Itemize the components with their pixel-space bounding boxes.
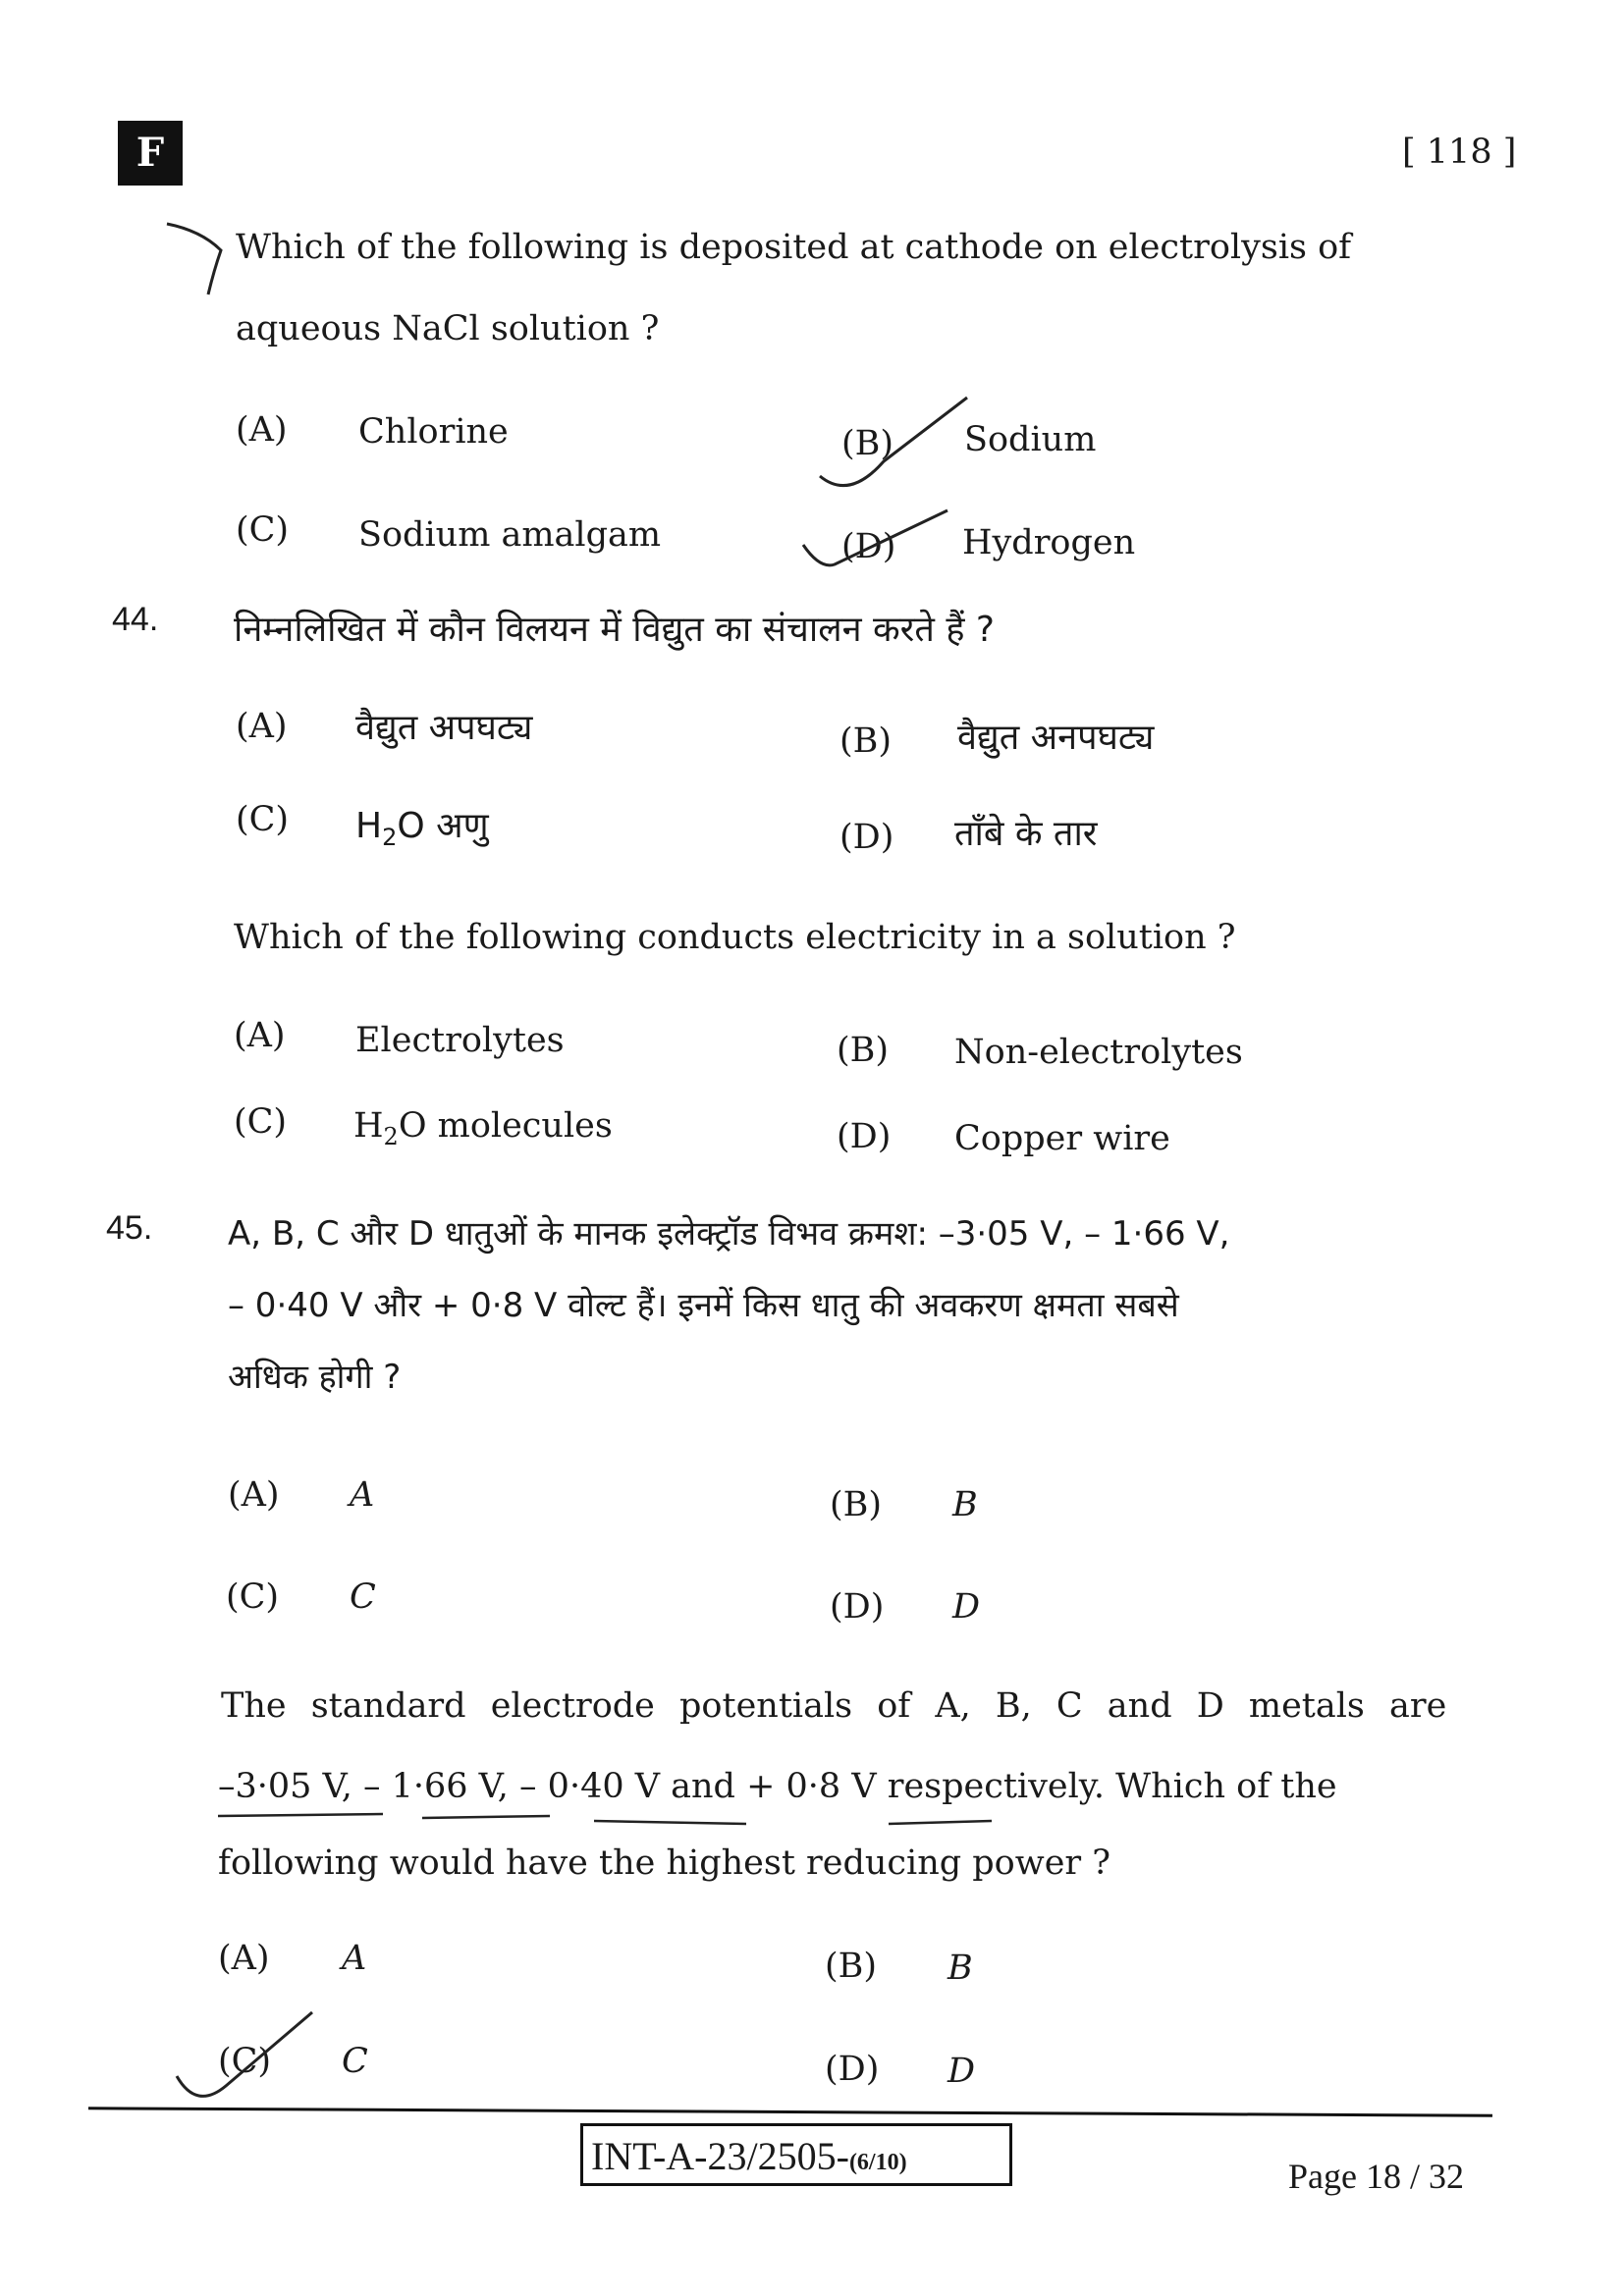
option-text: Sodium amalgam: [358, 515, 662, 555]
option-text: A: [342, 1939, 367, 1978]
option-text: [355, 800, 489, 851]
underline-values: [218, 1814, 992, 1824]
q43-text-line1: Which of the following is deposited at cathode on electrolysis of: [236, 228, 1352, 267]
q45-english-line3: following would have the highest reducing power ?: [218, 1843, 1111, 1883]
option-key: (C): [218, 2042, 272, 2081]
option-key: (B): [825, 1947, 878, 1986]
option-text: Electrolytes: [355, 1021, 565, 1060]
q44-hindi: निम्नलिखित में कौन विलयन में विद्युत का संचालन करते हैं ?: [234, 610, 996, 650]
option-key: (D): [837, 1117, 892, 1156]
option-text: D: [947, 2052, 976, 2091]
option-key: (D): [825, 2050, 880, 2089]
page-code: [ 118 ]: [1402, 133, 1517, 172]
subscript: 2: [382, 824, 398, 851]
option-text: वैद्युत अनपघट्य: [957, 718, 1155, 758]
option-key: (D): [839, 818, 894, 857]
option-text: Hydrogen: [962, 523, 1136, 562]
option-text: D: [952, 1587, 981, 1627]
option-rest: O अणु: [397, 806, 489, 846]
h-symbol: H: [355, 806, 383, 846]
option-key: (A): [218, 1939, 270, 1978]
q43-line2: aqueous NaCl solution ?: [236, 309, 660, 348]
option-key: (C): [236, 800, 290, 839]
subscript: 2: [383, 1123, 399, 1150]
option-key: (A): [228, 1475, 280, 1515]
option-key: (B): [837, 1031, 890, 1070]
question-number: 45.: [106, 1209, 153, 1247]
set-label: F: [118, 121, 183, 186]
option-rest: O molecules: [398, 1106, 613, 1146]
paper-code: [580, 2123, 1012, 2186]
q44-english: Which of the following conducts electricity in a solution ?: [234, 918, 1236, 957]
option-key: (C): [226, 1577, 280, 1617]
h-symbol: H: [353, 1106, 384, 1146]
option-key: (B): [830, 1485, 883, 1524]
option-text: Non-electrolytes: [954, 1033, 1243, 1072]
q45-english-line1: The standard electrode potentials of A, B, C and D metals are: [221, 1686, 1447, 1726]
q45-english-line2: –3·05 V, – 1·66 V, – 0·40 V and + 0·8 V respectively. Which of the: [218, 1767, 1337, 1806]
option-text: A: [350, 1475, 375, 1515]
option-text: ताँबे के तार: [954, 814, 1098, 854]
option-text: C: [342, 2042, 368, 2081]
q43-line1: [236, 228, 1517, 267]
option-key: (B): [841, 424, 894, 463]
paper-code-text: INT-A-23/2505-: [591, 2134, 849, 2178]
option-key: (C): [234, 1102, 288, 1142]
option-text: Sodium: [964, 420, 1097, 459]
option-key: (C): [236, 510, 290, 550]
option-text: वैद्युत अपघट्य: [355, 708, 533, 748]
paper-code-suffix: (6/10): [848, 2150, 907, 2175]
option-text: Copper wire: [954, 1119, 1170, 1158]
option-key: (D): [841, 527, 896, 566]
q45-hindi-line2: – 0·40 V और + 0·8 V वोल्ट हैं। इनमें किस धातु की अवकरण क्षमता सबसे: [228, 1286, 1179, 1325]
option-text: Chlorine: [358, 412, 509, 452]
q45-hindi-line1: A, B, C और D धातुओं के मानक इलेक्ट्रॉड विभव क्रमश: –3·05 V, – 1·66 V,: [228, 1214, 1230, 1254]
option-text: C: [350, 1577, 376, 1617]
question-number: 44.: [112, 601, 159, 638]
option-text: B: [947, 1949, 973, 1988]
option-key: (D): [830, 1587, 885, 1627]
footer-rule: [88, 2107, 1492, 2116]
option-key: (A): [234, 1016, 286, 1055]
option-key: (B): [839, 721, 893, 761]
page-number: Page 18 / 32: [1288, 2157, 1464, 2196]
q45-hindi-line3: अधिक होगी ?: [228, 1358, 402, 1397]
option-text: [353, 1106, 613, 1150]
option-text: B: [952, 1485, 978, 1524]
option-key: (A): [236, 707, 288, 746]
bracket-mark: [167, 224, 221, 294]
option-key: (A): [236, 410, 288, 450]
